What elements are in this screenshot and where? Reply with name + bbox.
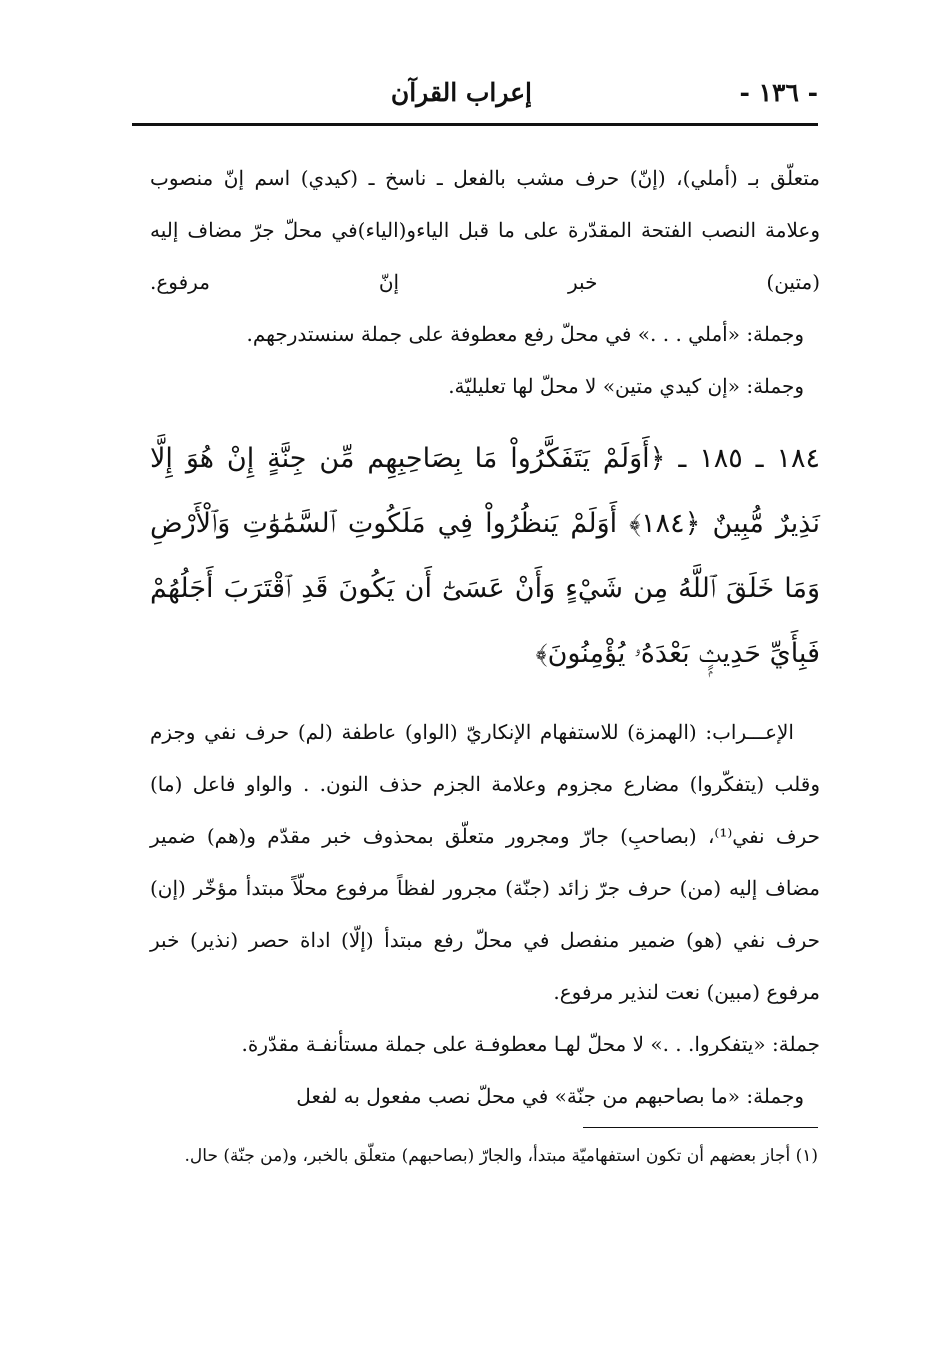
- running-title: إعراب القرآن: [390, 78, 532, 107]
- paragraph-6: وجملة: «ما بصاحبهم من جنّة» في محلّ نصب مفعول به لفعل: [296, 1084, 804, 1108]
- page-body: [150, 152, 820, 1122]
- header-rule: [132, 123, 818, 126]
- page-header: [132, 78, 818, 126]
- paragraph-1: متعلّق بـ (أملي)، (إنّ) حرف مشب بالفعل ـ ناسخ ـ (كيدي) اسم إنّ منصوب وعلامة النصب الفتحة المقدّرة على ما قبل الياءو(الياء)في محلّ جرّ مضاف إليه (متين) خبر إنّ مرفوع.: [150, 166, 820, 294]
- quran-verse: ١٨٤ ـ ١٨٥ ـ ﴿أَوَلَمْ يَتَفَكَّرُواْ مَا بِصَاحِبِهِم مِّن جِنَّةٍ إِنْ هُوَ إِلَّا نَذِيرٌ مُّبِينٌ ﴿١٨٤﴾ أَوَلَمْ يَنظُرُواْ فِي مَلَكُوتِ ٱلسَّمَٰوَٰتِ وَٱلْأَرْضِ وَمَا خَلَقَ ٱللَّهُ مِن شَيْءٍ وَأَنْ عَسَىٰٓ أَن يَكُونَ قَدِ ٱقْتَرَبَ أَجَلُهُمْ فَبِأَيِّ حَدِيثٍۭ بَعْدَهُۥ يُؤْمِنُونَ﴾: [150, 443, 820, 669]
- paragraph-5: جملة: «يتفكروا. . .» لا محلّ لهـا معطوفـة على جملة مستأنفـة مقدّرة.: [241, 1032, 820, 1056]
- paragraph-2: وجملة: «أملي . . .» في محلّ رفع معطوفة على جملة سنستدرجهم.: [246, 322, 804, 346]
- page-number: - ١٣٦ -: [739, 78, 818, 107]
- footnote: (١) أجاز بعضهم أن تكون استفهاميّة مبتدأ، والجارّ (بصاحبهم) متعلّق بالخبر، و(من جنّة) حال.: [184, 1146, 818, 1166]
- footnote-rule: [583, 1127, 818, 1128]
- analysis-paragraph: الإعـــراب: (الهمزة) للاستفهام الإنكاريّ (الواو) عاطفة (لم) حرف نفي وجزم وقلب (يتفكّروا) مضارع مجزوم وعلامة الجزم حذف النون. . والواو فاعل (ما) حرف نفي⁽¹⁾، (بصاحبِ) جارّ ومجرور متعلّق بمحذوف خبر مقدّم و(هم) ضمير مضاف إليه (من) حرف جرّ زائد (جنّة) مجرور لفظاً مرفوع محلّاً مبتدأ مؤخّر (إن) حرف نفي (هو) ضمير منفصل في محلّ رفع مبتدأ (إلّا) اداة حصر (نذير) خبر مرفوع (مبين) نعت لنذير مرفوع.: [150, 720, 820, 1004]
- paragraph-3: وجملة: «إن كيدي متين» لا محلّ لها تعليليّة.: [448, 374, 804, 398]
